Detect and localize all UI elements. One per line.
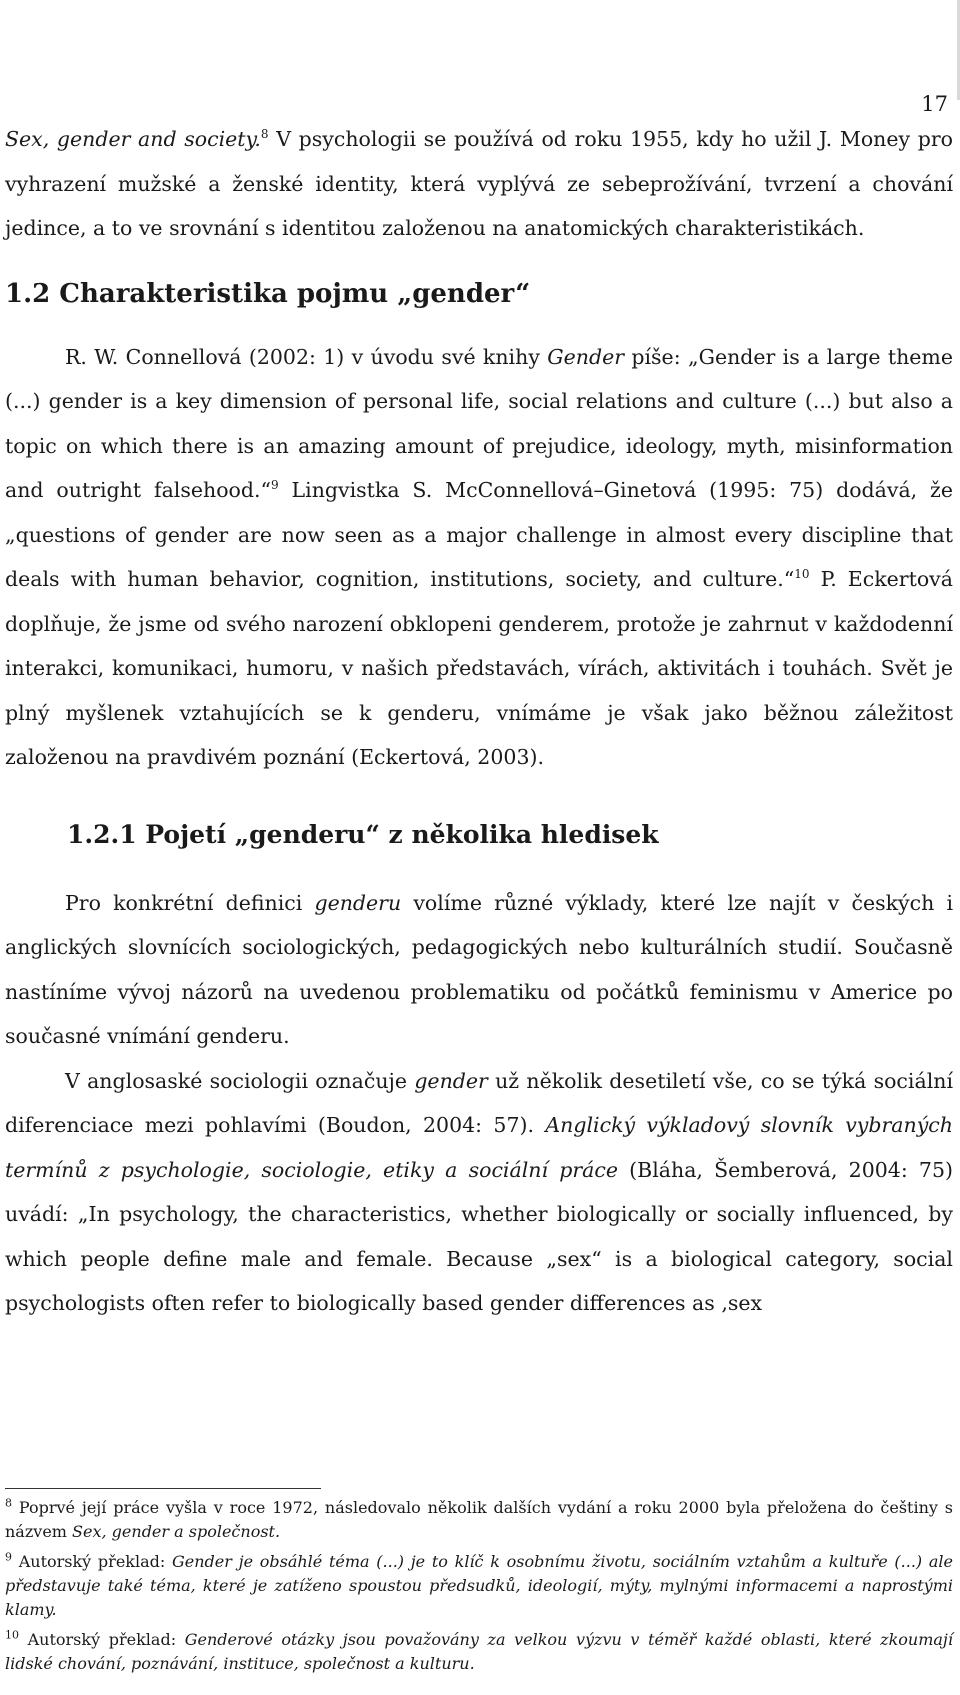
- text-run: volíme různé výklady, které lze najít v českých i anglických slovnících sociologických, pedagogických nebo kulturálních studií. Současně nastíníme vývoj názorů na uvedenou problematiku od počátků feminismu v Americe po současné vnímání genderu.: [5, 890, 953, 1048]
- text-run: Lingvistka S. McConnellová–Ginetová (1995: 75) dodává, že „questions of gender are now seen as a major challenge in almost every discipline that deals with human behavior, cognition, institutions, society, and culture.“: [5, 478, 953, 591]
- text-run: už několik desetiletí vše, co se týká sociální diferenciace mezi pohlavími (Boudon, 2004: 57).: [5, 1068, 954, 1137]
- italic-text: Sex, gender and society.: [5, 127, 261, 151]
- footnote-10: [5, 1628, 953, 1676]
- text-run: V psychologii se používá od roku 1955, kdy ho užil J. Money pro vyhrazení mužské a ženské identity, která vyplývá ze sebeprožívání, tvrzení a chování jedince, a to ve srovnání s identitou založenou na anatomických charakteristikách.: [5, 127, 953, 240]
- italic-text: Gender: [547, 344, 625, 369]
- text-run: Pro konkrétní definici: [65, 890, 315, 915]
- footnote-separator: [5, 1488, 321, 1489]
- section-heading-1-2: [5, 279, 953, 309]
- text-run: V anglosaské sociologii označuje: [65, 1068, 415, 1093]
- page-body: [5, 117, 953, 1326]
- text-run: píše: „Gender is a large theme (...) gender is a key dimension of personal life, social relations and culture (...) but also a topic on which there is an amazing amount of prejudice, ideology, myth, misinformation and outright falsehood.“: [5, 344, 953, 502]
- italic-text: Genderové otázky jsou považovány za velkou výzvu v téměř každé oblasti, které zkoumají lidské chování, poznávání, instituce, společnost a kulturu.: [5, 1630, 954, 1673]
- text-run: (Bláha, Šemberová, 2004: 75) uvádí: „In psychology, the characteristics, whether biologically or socially influenced, by which people define male and female. Because „sex“ is a biological category, social psychologists often refer to biologically based gender differences as ‚sex: [5, 1157, 954, 1315]
- footnote-9: [5, 1550, 953, 1622]
- paragraph-definice: [5, 881, 953, 1059]
- footnote-ref: 8: [5, 1496, 12, 1510]
- text-run: Autorský překlad:: [19, 1630, 185, 1649]
- text-run: Autorský překlad:: [12, 1552, 172, 1571]
- text-run: R. W. Connellová (2002: 1) v úvodu své knihy: [65, 344, 548, 369]
- footnotes: [5, 1496, 953, 1682]
- footnote-ref: 8: [260, 127, 269, 142]
- italic-text: Anglický výkladový slovník vybraných termínů z psychologie, sociologie, etiky a sociální práce: [5, 1113, 953, 1182]
- footnote-ref: 10: [794, 567, 810, 582]
- paragraph-sex-gender-society: [5, 117, 953, 251]
- italic-text: genderu: [314, 890, 402, 915]
- footnote-ref: 9: [5, 1550, 12, 1564]
- page-number: 17: [921, 92, 948, 116]
- text-run: Poprvé její práce vyšla v roce 1972, následovalo několik dalších vydání a roku 2000 byla přeložena do češtiny s názvem: [5, 1498, 953, 1541]
- paragraph-connellova: [5, 335, 953, 780]
- footnote-ref: 10: [5, 1628, 19, 1642]
- heading-text: 1.2.1 Pojetí „genderu“ z několika hledisek: [67, 819, 659, 849]
- paragraph-anglosaske: [5, 1059, 953, 1326]
- italic-text: Sex, gender a společnost.: [72, 1522, 281, 1541]
- italic-text: gender: [414, 1068, 488, 1093]
- italic-text: Gender je obsáhlé téma (...) je to klíč k osobnímu životu, sociálním vztahům a kultuře (...) ale představuje také téma, které je zatíženo spoustou předsudků, ideologií, mýty, mylnými informacemi a naprostými klamy.: [5, 1552, 953, 1619]
- footnote-ref: 9: [271, 478, 279, 493]
- text-run: P. Eckertová doplňuje, že jsme od svého narození obklopeni genderem, protože je zahrnut v každodenní interakci, komunikaci, humoru, v našich představách, vírách, aktivitách i touhách. Svět je plný myšlenek vztahujících se k genderu, vnímáme je však jako běžnou záležitost založenou na pravdivém poznání (Eckertová, 2003).: [5, 567, 953, 769]
- section-heading-1-2-1: [5, 820, 953, 849]
- footnote-8: [5, 1496, 953, 1544]
- heading-text: 1.2 Charakteristika pojmu „gender“: [5, 278, 531, 309]
